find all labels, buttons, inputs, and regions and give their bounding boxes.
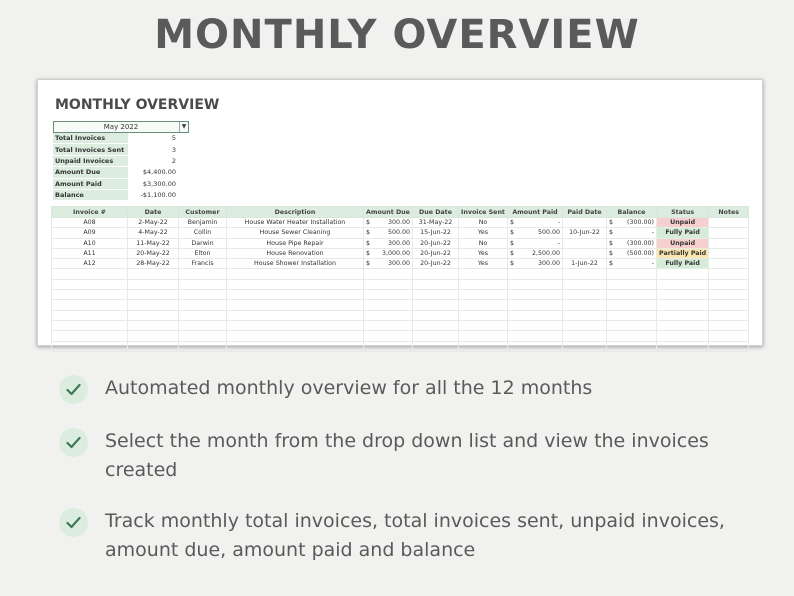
column-header: Invoice # (52, 207, 128, 218)
check-icon (59, 508, 88, 537)
summary-value: $3,300.00 (142, 179, 176, 188)
hero-title: MONTHLY OVERVIEW (154, 12, 640, 58)
cell-invoice[interactable]: A12 (52, 259, 128, 269)
cell-value: (300.00) (627, 239, 654, 247)
summary-value: 3 (171, 145, 176, 154)
cell-status[interactable]: Fully Paid (657, 259, 709, 269)
empty-cell[interactable] (607, 341, 657, 351)
cell-value: - (651, 229, 654, 237)
empty-cell[interactable] (657, 331, 709, 341)
empty-cell[interactable] (52, 279, 128, 289)
cell-value: (300.00) (627, 219, 654, 227)
empty-cell[interactable] (364, 341, 413, 351)
empty-cell[interactable] (563, 279, 607, 289)
feature-text: Select the month from the drop down list and view the invoices created (105, 430, 709, 481)
empty-cell[interactable] (413, 300, 459, 310)
cell-description[interactable]: House Pipe Repair (227, 238, 364, 248)
cell-balance[interactable] (607, 248, 657, 258)
empty-cell[interactable] (563, 341, 607, 351)
cell-value: (500.00) (627, 250, 654, 258)
cell-sent[interactable]: Yes (459, 259, 508, 269)
cell-value: 300.00 (387, 239, 410, 247)
empty-cell[interactable] (179, 341, 227, 351)
summary-row (53, 155, 178, 166)
empty-cell[interactable] (179, 279, 227, 289)
empty-cell[interactable] (364, 320, 413, 330)
cell-balance[interactable] (607, 218, 657, 228)
empty-cell[interactable] (413, 341, 459, 351)
empty-cell[interactable] (607, 279, 657, 289)
empty-cell[interactable] (227, 269, 364, 279)
empty-cell[interactable] (227, 300, 364, 310)
column-header: Description (227, 207, 364, 218)
cell-due-date[interactable]: 20-Jun-22 (413, 259, 459, 269)
empty-cell[interactable] (227, 290, 364, 300)
empty-cell[interactable] (364, 310, 413, 320)
month-dropdown[interactable] (53, 121, 189, 133)
empty-row (52, 320, 749, 330)
cell-date[interactable]: 2-May-22 (128, 218, 179, 228)
currency-symbol: $ (609, 229, 614, 237)
empty-cell[interactable] (657, 320, 709, 330)
empty-cell[interactable] (459, 300, 508, 310)
cell-status[interactable]: Fully Paid (657, 228, 709, 238)
empty-cell[interactable] (709, 279, 749, 289)
column-header: Date (128, 207, 179, 218)
summary-label: Unpaid Invoices (53, 155, 128, 166)
column-header: Invoice Sent (459, 207, 508, 218)
cell-due-date[interactable]: 20-Jun-22 (413, 248, 459, 258)
cell-invoice[interactable]: A08 (52, 218, 128, 228)
cell-description[interactable]: House Water Heater Installation (227, 218, 364, 228)
feature-text: Track monthly total invoices, total invoices sent, unpaid invoices, amount due, amount paid and balance (105, 510, 725, 561)
cell-status[interactable]: Unpaid (657, 238, 709, 248)
cell-amount-paid[interactable] (508, 238, 563, 248)
empty-cell[interactable] (128, 290, 179, 300)
column-header: Notes (709, 207, 749, 218)
empty-cell[interactable] (128, 269, 179, 279)
empty-cell[interactable] (563, 331, 607, 341)
cell-amount-due[interactable] (364, 228, 413, 238)
empty-cell[interactable] (227, 279, 364, 289)
empty-cell[interactable] (508, 310, 563, 320)
currency-symbol: $ (609, 250, 614, 258)
currency-symbol: $ (609, 260, 614, 268)
cell-amount-due[interactable] (364, 248, 413, 258)
empty-cell[interactable] (657, 290, 709, 300)
sheet-title: MONTHLY OVERVIEW (55, 97, 220, 113)
empty-cell[interactable] (227, 341, 364, 351)
currency-symbol: $ (366, 229, 371, 237)
cell-value: 300.00 (387, 219, 410, 227)
empty-cell[interactable] (709, 341, 749, 351)
summary-label: Balance (53, 189, 128, 200)
check-icon (59, 428, 88, 457)
cell-invoice[interactable]: A09 (52, 228, 128, 238)
empty-cell[interactable] (563, 300, 607, 310)
cell-notes[interactable] (709, 238, 749, 248)
summary-label: Amount Due (53, 167, 128, 178)
empty-cell[interactable] (459, 320, 508, 330)
empty-cell[interactable] (413, 279, 459, 289)
empty-cell[interactable] (563, 269, 607, 279)
empty-cell[interactable] (52, 290, 128, 300)
cell-sent[interactable]: No (459, 218, 508, 228)
cell-amount-paid[interactable] (508, 248, 563, 258)
table-row (52, 248, 749, 258)
cell-description[interactable]: House Renovation (227, 248, 364, 258)
summary-value: 2 (171, 156, 176, 165)
chevron-down-icon[interactable]: ▼ (179, 122, 188, 132)
cell-date[interactable]: 28-May-22 (128, 259, 179, 269)
empty-row (52, 341, 749, 351)
cell-due-date[interactable]: 20-Jun-22 (413, 238, 459, 248)
empty-cell[interactable] (508, 300, 563, 310)
empty-cell[interactable] (364, 269, 413, 279)
empty-cell[interactable] (413, 269, 459, 279)
empty-cell[interactable] (52, 269, 128, 279)
summary-label: Amount Paid (53, 178, 128, 189)
empty-cell[interactable] (52, 310, 128, 320)
cell-paid-date[interactable]: 1-Jun-22 (563, 259, 607, 269)
empty-cell[interactable] (128, 300, 179, 310)
cell-amount-due[interactable] (364, 259, 413, 269)
empty-cell[interactable] (508, 320, 563, 330)
empty-cell[interactable] (508, 290, 563, 300)
empty-cell[interactable] (607, 290, 657, 300)
summary-value: $4,400.00 (142, 168, 176, 177)
empty-cell[interactable] (709, 331, 749, 341)
currency-symbol: $ (510, 250, 515, 258)
empty-cell[interactable] (179, 269, 227, 279)
empty-cell[interactable] (508, 279, 563, 289)
empty-cell[interactable] (364, 300, 413, 310)
cell-status[interactable]: Unpaid (657, 218, 709, 228)
cell-balance[interactable] (607, 238, 657, 248)
empty-row (52, 310, 749, 320)
empty-cell[interactable] (179, 331, 227, 341)
empty-cell[interactable] (563, 320, 607, 330)
table-row (52, 228, 749, 238)
cell-due-date[interactable]: 15-Jun-22 (413, 228, 459, 238)
empty-cell[interactable] (227, 320, 364, 330)
invoice-header-row (52, 207, 749, 218)
summary-value: -$1,100.00 (140, 191, 176, 200)
cell-invoice[interactable]: A10 (52, 238, 128, 248)
cell-amount-due[interactable] (364, 218, 413, 228)
empty-cell[interactable] (459, 331, 508, 341)
column-header: Amount Due (364, 207, 413, 218)
empty-cell[interactable] (128, 331, 179, 341)
currency-symbol: $ (609, 239, 614, 247)
cell-amount-due[interactable] (364, 238, 413, 248)
empty-cell[interactable] (657, 310, 709, 320)
cell-customer[interactable]: Elton (179, 248, 227, 258)
cell-value: - (651, 260, 654, 268)
column-header: Balance (607, 207, 657, 218)
summary-row (53, 167, 178, 178)
empty-cell[interactable] (459, 290, 508, 300)
cell-value: 3,000.00 (381, 250, 410, 258)
cell-date[interactable]: 4-May-22 (128, 228, 179, 238)
cell-date[interactable]: 20-May-22 (128, 248, 179, 258)
empty-cell[interactable] (179, 300, 227, 310)
cell-value: - (557, 219, 560, 227)
currency-symbol: $ (510, 239, 515, 247)
empty-cell[interactable] (709, 320, 749, 330)
cell-value: 500.00 (537, 229, 560, 237)
empty-cell[interactable] (657, 279, 709, 289)
cell-amount-paid[interactable] (508, 228, 563, 238)
currency-symbol: $ (510, 219, 515, 227)
cell-due-date[interactable]: 31-May-22 (413, 218, 459, 228)
currency-symbol: $ (366, 260, 371, 268)
currency-symbol: $ (609, 219, 614, 227)
empty-cell[interactable] (128, 341, 179, 351)
empty-cell[interactable] (459, 279, 508, 289)
currency-symbol: $ (510, 260, 515, 268)
month-dropdown-value: May 2022 (103, 123, 139, 131)
cell-sent[interactable]: Yes (459, 228, 508, 238)
empty-cell[interactable] (52, 320, 128, 330)
cell-customer[interactable]: Benjamin (179, 218, 227, 228)
empty-cell[interactable] (459, 310, 508, 320)
currency-symbol: $ (366, 250, 371, 258)
cell-status[interactable]: Partially Paid (657, 248, 709, 258)
empty-cell[interactable] (709, 310, 749, 320)
cell-notes[interactable] (709, 228, 749, 238)
currency-symbol: $ (366, 219, 371, 227)
empty-cell[interactable] (413, 310, 459, 320)
cell-value: 2,500.00 (531, 250, 560, 258)
cell-description[interactable]: House Sewer Cleaning (227, 228, 364, 238)
cell-paid-date[interactable] (563, 218, 607, 228)
table-row (52, 238, 749, 248)
cell-value: 300.00 (387, 260, 410, 268)
summary-value: 5 (171, 134, 176, 143)
empty-row (52, 290, 749, 300)
empty-cell[interactable] (179, 310, 227, 320)
cell-amount-paid[interactable] (508, 259, 563, 269)
summary-label: Total Invoices (53, 133, 128, 144)
cell-balance[interactable] (607, 228, 657, 238)
empty-cell[interactable] (607, 269, 657, 279)
check-icon (59, 375, 88, 404)
summary-label: Total Invoices Sent (53, 144, 128, 155)
empty-cell[interactable] (52, 300, 128, 310)
spreadsheet-preview (37, 79, 763, 346)
summary-table (53, 133, 178, 201)
cell-sent[interactable]: No (459, 238, 508, 248)
empty-row (52, 269, 749, 279)
cell-amount-paid[interactable] (508, 218, 563, 228)
cell-value: - (557, 239, 560, 247)
empty-cell[interactable] (52, 341, 128, 351)
empty-cell[interactable] (364, 279, 413, 289)
column-header: Amount Paid (508, 207, 563, 218)
summary-row (53, 178, 178, 189)
cell-notes[interactable] (709, 248, 749, 258)
empty-cell[interactable] (657, 341, 709, 351)
empty-cell[interactable] (563, 290, 607, 300)
empty-cell[interactable] (364, 331, 413, 341)
summary-row (53, 189, 178, 200)
column-header: Customer (179, 207, 227, 218)
column-header: Status (657, 207, 709, 218)
empty-cell[interactable] (657, 269, 709, 279)
empty-cell[interactable] (413, 290, 459, 300)
empty-cell[interactable] (607, 300, 657, 310)
empty-cell[interactable] (413, 331, 459, 341)
cell-invoice[interactable]: A11 (52, 248, 128, 258)
empty-cell[interactable] (709, 300, 749, 310)
summary-row (53, 133, 178, 144)
empty-cell[interactable] (709, 269, 749, 279)
empty-cell[interactable] (364, 290, 413, 300)
cell-description[interactable]: House Shower Installation (227, 259, 364, 269)
empty-cell[interactable] (459, 269, 508, 279)
empty-row (52, 279, 749, 289)
cell-balance[interactable] (607, 259, 657, 269)
empty-cell[interactable] (657, 300, 709, 310)
empty-row (52, 300, 749, 310)
empty-cell[interactable] (227, 310, 364, 320)
empty-cell[interactable] (508, 341, 563, 351)
cell-date[interactable]: 11-May-22 (128, 238, 179, 248)
cell-value: 300.00 (537, 260, 560, 268)
empty-cell[interactable] (709, 290, 749, 300)
empty-row (52, 331, 749, 341)
invoice-table (51, 206, 749, 352)
column-header: Paid Date (563, 207, 607, 218)
cell-paid-date[interactable]: 10-Jun-22 (563, 228, 607, 238)
empty-cell[interactable] (128, 310, 179, 320)
empty-cell[interactable] (508, 331, 563, 341)
currency-symbol: $ (366, 239, 371, 247)
cell-notes[interactable] (709, 218, 749, 228)
cell-customer[interactable]: Darwin (179, 238, 227, 248)
cell-value: 500.00 (387, 229, 410, 237)
currency-symbol: $ (510, 229, 515, 237)
cell-paid-date[interactable] (563, 238, 607, 248)
column-header: Due Date (413, 207, 459, 218)
empty-cell[interactable] (459, 341, 508, 351)
empty-cell[interactable] (227, 331, 364, 341)
empty-cell[interactable] (607, 320, 657, 330)
cell-customer[interactable]: Francis (179, 259, 227, 269)
empty-cell[interactable] (563, 310, 607, 320)
empty-cell[interactable] (413, 320, 459, 330)
cell-paid-date[interactable] (563, 248, 607, 258)
table-row (52, 218, 749, 228)
empty-cell[interactable] (179, 290, 227, 300)
empty-cell[interactable] (508, 269, 563, 279)
empty-cell[interactable] (179, 320, 227, 330)
empty-cell[interactable] (607, 331, 657, 341)
cell-sent[interactable]: Yes (459, 248, 508, 258)
empty-cell[interactable] (607, 310, 657, 320)
summary-row (53, 144, 178, 155)
empty-cell[interactable] (128, 320, 179, 330)
cell-customer[interactable]: Collin (179, 228, 227, 238)
table-row (52, 259, 749, 269)
cell-notes[interactable] (709, 259, 749, 269)
feature-text: Automated monthly overview for all the 12 months (105, 377, 593, 399)
empty-cell[interactable] (52, 331, 128, 341)
empty-cell[interactable] (128, 279, 179, 289)
